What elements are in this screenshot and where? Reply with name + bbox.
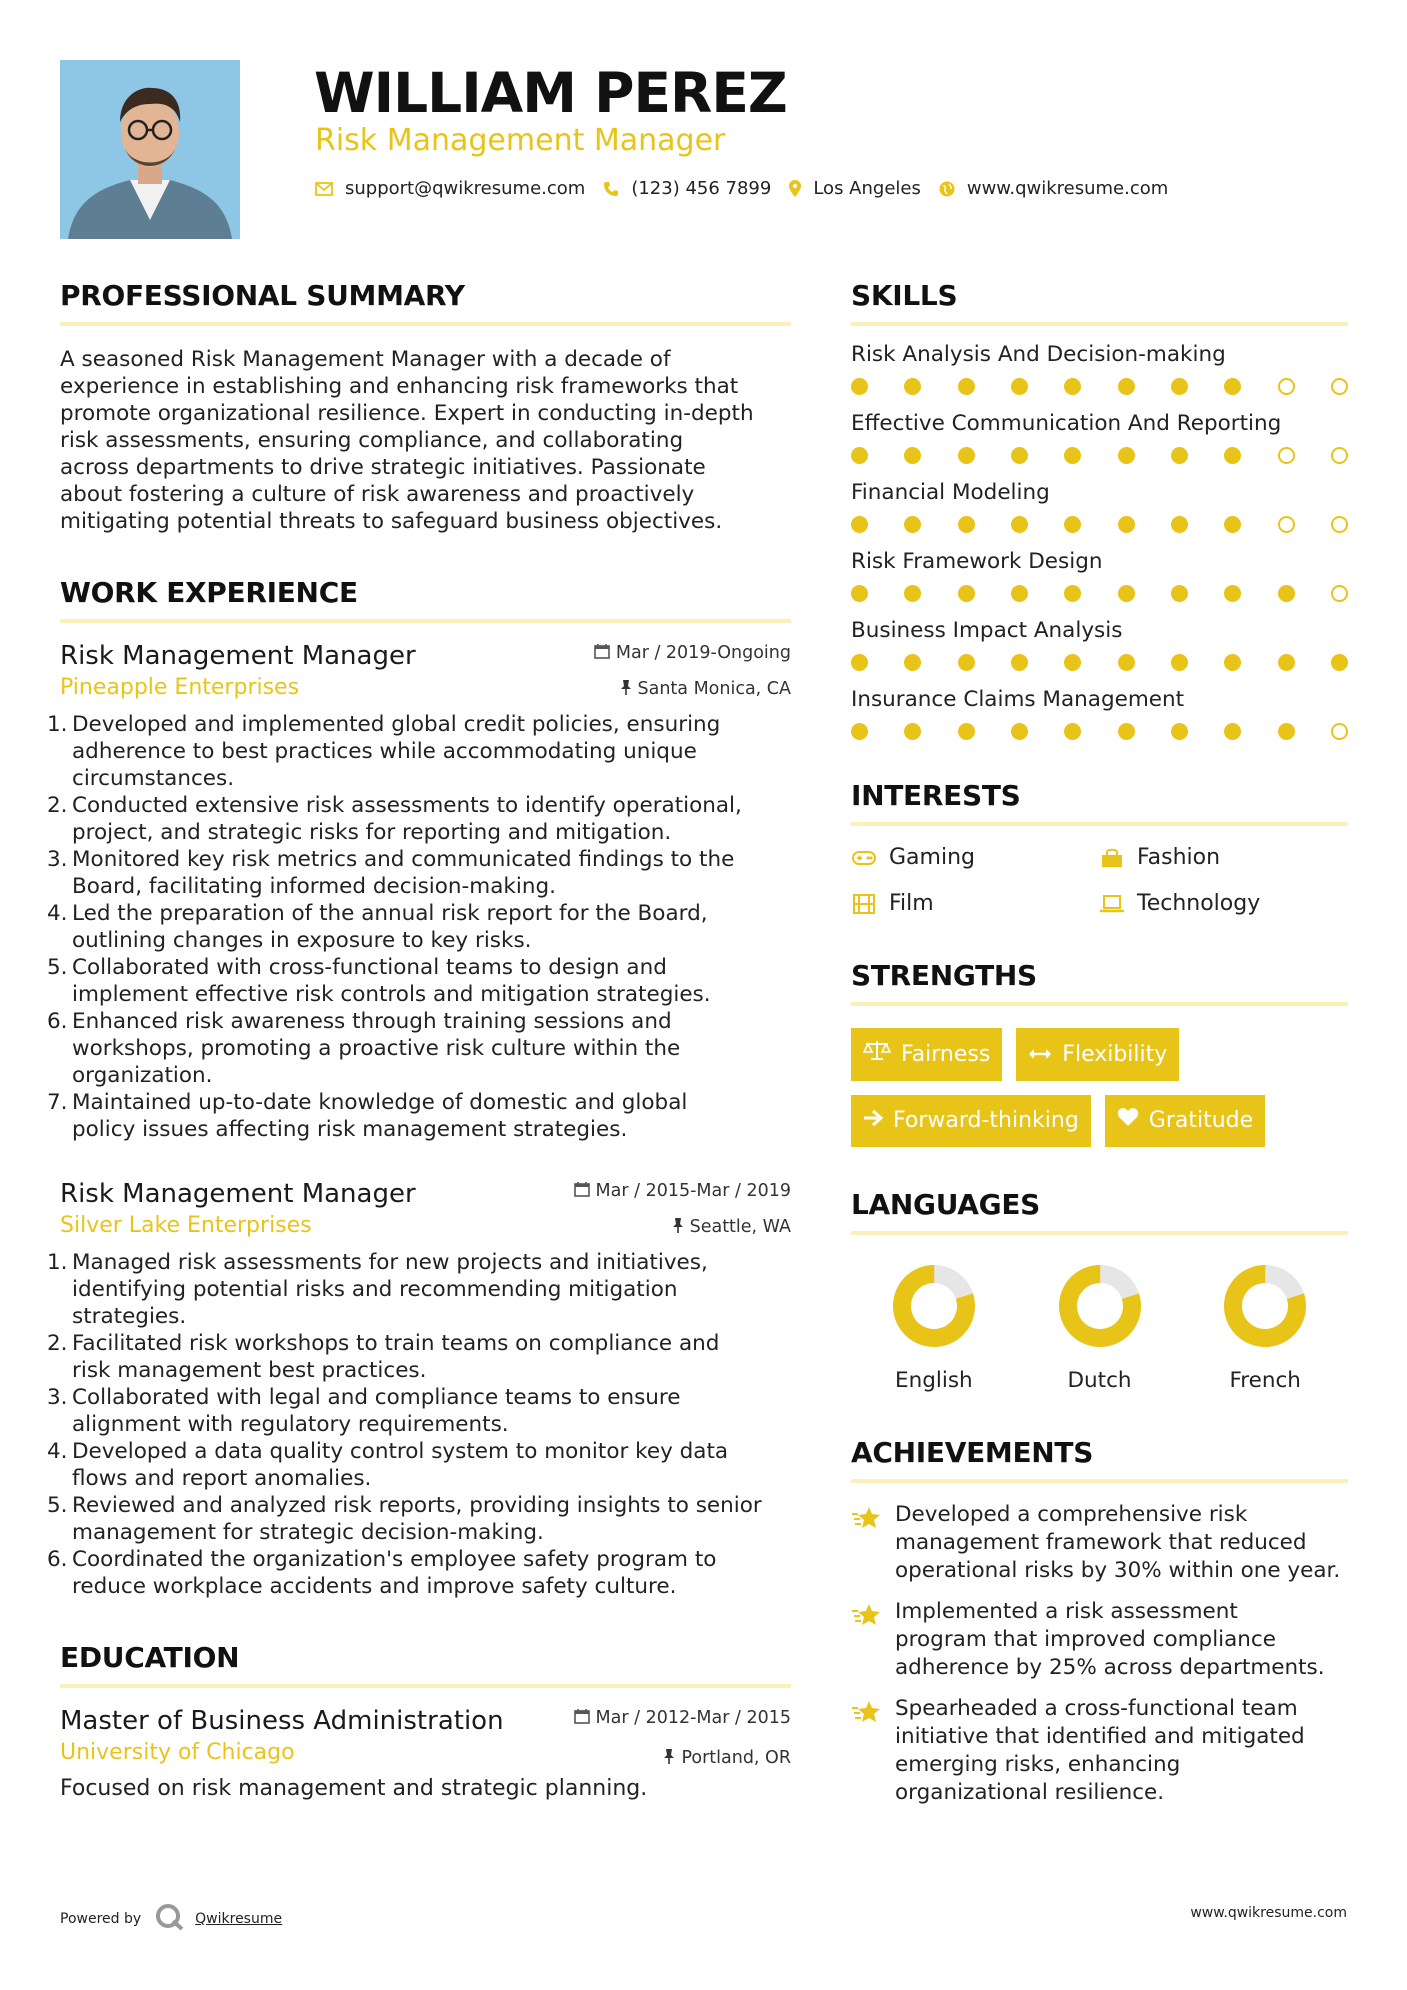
responsibility-line: Board, facilitating informed decision-making. bbox=[72, 874, 556, 899]
rating-dot-filled bbox=[1171, 654, 1188, 671]
achievements-section bbox=[851, 1435, 1348, 1807]
responsibility-item bbox=[47, 711, 791, 792]
summary-line: promote organizational resilience. Expert in conducting in-depth bbox=[60, 401, 754, 426]
item-number: 6. bbox=[47, 1009, 68, 1034]
skill-name: Effective Communication And Reporting bbox=[851, 411, 1282, 436]
rating-dot-filled bbox=[1171, 378, 1188, 395]
summary-line: risk assessments, ensuring compliance, and collaborating bbox=[60, 428, 684, 453]
rating-dot-filled bbox=[904, 378, 921, 395]
rating-dot-filled bbox=[1224, 516, 1241, 533]
arrows-horizontal-icon bbox=[1028, 1040, 1052, 1070]
right-column bbox=[851, 278, 1348, 1820]
email-text: support@qwikresume.com bbox=[345, 178, 586, 199]
rating-dot-filled bbox=[1331, 654, 1348, 671]
qwikresume-logo-icon bbox=[155, 1903, 185, 1935]
rating-dot-filled bbox=[1224, 723, 1241, 740]
achievement-text bbox=[895, 1695, 1305, 1807]
rating-dot-filled bbox=[1278, 654, 1295, 671]
responsibility-line: Developed a data quality control system to monitor key data bbox=[72, 1439, 729, 1464]
responsibility-item bbox=[47, 792, 791, 846]
job-dates-text: Mar / 2015-Mar / 2019 bbox=[595, 1181, 791, 1201]
achievement-list bbox=[851, 1501, 1348, 1807]
calendar-icon bbox=[574, 1181, 590, 1201]
rating-dot-filled bbox=[1278, 585, 1295, 602]
language-item bbox=[1017, 1263, 1183, 1395]
responsibility-line: Facilitated risk workshops to train teams on compliance and bbox=[72, 1331, 720, 1356]
rating-dot-empty bbox=[1331, 447, 1348, 464]
job-entry bbox=[47, 639, 791, 1143]
summary-line: across departments to drive strategic initiatives. Passionate bbox=[60, 455, 706, 480]
achievement-item bbox=[851, 1598, 1348, 1682]
section-divider bbox=[851, 322, 1348, 326]
interest-label: Fashion bbox=[1137, 845, 1221, 870]
responsibility-line: organization. bbox=[72, 1063, 213, 1088]
skill-name: Risk Analysis And Decision-making bbox=[851, 342, 1226, 367]
item-number: 1. bbox=[47, 712, 68, 737]
item-number: 5. bbox=[47, 955, 68, 980]
rating-dot-filled bbox=[904, 654, 921, 671]
rating-dot-filled bbox=[1011, 516, 1028, 533]
powered-by-text: Powered by bbox=[60, 1911, 142, 1927]
candidate-job-title: Risk Management Manager bbox=[315, 123, 726, 158]
rating-dot-filled bbox=[851, 378, 868, 395]
globe-icon bbox=[939, 181, 955, 197]
degree-title: Master of Business Administration bbox=[60, 1706, 504, 1736]
rating-dot-filled bbox=[851, 585, 868, 602]
language-item bbox=[1182, 1263, 1348, 1395]
responsibility-item bbox=[47, 1438, 791, 1492]
strength-label: Forward-thinking bbox=[893, 1108, 1079, 1133]
responsibility-line: outlining changes in exposure to key risks. bbox=[72, 928, 532, 953]
rating-dot-filled bbox=[1064, 447, 1081, 464]
responsibility-item bbox=[47, 1249, 791, 1330]
responsibility-item bbox=[47, 1384, 791, 1438]
star-icon bbox=[851, 1695, 895, 1807]
job-location-text: Santa Monica, CA bbox=[637, 679, 791, 699]
language-item bbox=[851, 1263, 1017, 1395]
responsibility-line: adherence to best practices while accommodating unique bbox=[72, 739, 697, 764]
website-text: www.qwikresume.com bbox=[966, 178, 1169, 199]
star-icon bbox=[851, 1598, 895, 1682]
summary-line: mitigating potential threats to safeguard business objectives. bbox=[60, 509, 723, 534]
responsibility-line: Managed risk assessments for new projects and initiatives, bbox=[72, 1250, 708, 1275]
rating-dot-filled bbox=[1064, 654, 1081, 671]
responsibility-item bbox=[47, 1089, 791, 1143]
section-title-achievements: ACHIEVEMENTS bbox=[851, 1436, 1094, 1469]
responsibility-line: management for strategic decision-making. bbox=[72, 1520, 544, 1545]
responsibility-line: Led the preparation of the annual risk report for the Board, bbox=[72, 901, 708, 926]
rating-dot-filled bbox=[1064, 516, 1081, 533]
skill-item bbox=[851, 340, 1348, 395]
skill-item bbox=[851, 685, 1348, 740]
item-number: 2. bbox=[47, 1331, 68, 1356]
responsibility-line: Developed and implemented global credit policies, ensuring bbox=[72, 712, 721, 737]
language-proficiency-ring bbox=[1057, 1263, 1143, 1349]
strength-label: Fairness bbox=[901, 1041, 991, 1067]
summary-line: A seasoned Risk Management Manager with a decade of bbox=[60, 347, 671, 372]
item-number: 1. bbox=[47, 1250, 68, 1275]
contact-website[interactable] bbox=[939, 178, 1168, 199]
responsibility-line: Monitored key risk metrics and communicated findings to the bbox=[72, 847, 735, 872]
responsibility-line: Coordinated the organization's employee safety program to bbox=[72, 1547, 717, 1572]
company-name: Silver Lake Enterprises bbox=[60, 1213, 312, 1238]
interest-item-technology bbox=[1099, 890, 1347, 918]
rating-dot-filled bbox=[1171, 447, 1188, 464]
responsibility-item bbox=[47, 1008, 791, 1089]
skill-rating bbox=[851, 654, 1348, 671]
item-number: 6. bbox=[47, 1547, 68, 1572]
responsibility-list bbox=[47, 711, 791, 1143]
gamepad-icon bbox=[851, 851, 877, 865]
rating-dot-filled bbox=[1171, 585, 1188, 602]
contact-email[interactable] bbox=[315, 178, 585, 199]
job-title: Risk Management Manager bbox=[60, 1179, 416, 1209]
job-list bbox=[47, 639, 791, 1600]
responsibility-item bbox=[47, 1330, 791, 1384]
achievement-line: Developed a comprehensive risk bbox=[895, 1502, 1248, 1527]
phone-icon bbox=[603, 181, 619, 197]
rating-dot-filled bbox=[1171, 516, 1188, 533]
achievement-text bbox=[895, 1501, 1340, 1585]
responsibility-line: Enhanced risk awareness through training sessions and bbox=[72, 1009, 672, 1034]
summary-line: about fostering a culture of risk awareness and proactively bbox=[60, 482, 695, 507]
skill-rating bbox=[851, 516, 1348, 533]
skill-rating bbox=[851, 585, 1348, 602]
responsibility-line: reduce workplace accidents and improve safety culture. bbox=[72, 1574, 677, 1599]
company-name: Pineapple Enterprises bbox=[60, 675, 300, 700]
interest-item-film bbox=[851, 890, 1099, 918]
rating-dot-filled bbox=[1224, 378, 1241, 395]
summary-section bbox=[60, 278, 791, 535]
heart-icon bbox=[1117, 1106, 1139, 1136]
rating-dot-filled bbox=[958, 723, 975, 740]
skill-item bbox=[851, 547, 1348, 602]
item-number: 2. bbox=[47, 793, 68, 818]
achievement-line: organizational resilience. bbox=[895, 1780, 1165, 1805]
strength-tag-forward-thinking bbox=[851, 1095, 1091, 1147]
rating-dot-filled bbox=[1011, 654, 1028, 671]
experience-section bbox=[47, 575, 791, 1600]
responsibility-line: Collaborated with cross-functional teams to design and bbox=[72, 955, 667, 980]
education-entry bbox=[60, 1704, 791, 1804]
skill-rating bbox=[851, 447, 1348, 464]
responsibility-item bbox=[47, 1492, 791, 1546]
profile-photo bbox=[60, 60, 240, 239]
left-column bbox=[47, 278, 791, 1804]
film-icon bbox=[851, 894, 877, 914]
rating-dot-filled bbox=[904, 723, 921, 740]
strength-tag-gratitude bbox=[1105, 1095, 1265, 1147]
rating-dot-filled bbox=[1224, 585, 1241, 602]
rating-dot-filled bbox=[1278, 723, 1295, 740]
rating-dot-filled bbox=[851, 516, 868, 533]
languages-section bbox=[851, 1187, 1348, 1395]
section-divider bbox=[60, 619, 791, 623]
rating-dot-filled bbox=[1064, 378, 1081, 395]
section-title-education: EDUCATION bbox=[60, 1641, 240, 1674]
responsibility-line: Collaborated with legal and compliance teams to ensure bbox=[72, 1385, 681, 1410]
item-number: 5. bbox=[47, 1493, 68, 1518]
location-text: Los Angeles bbox=[813, 178, 921, 199]
job-location bbox=[620, 679, 792, 699]
arrow-right-icon bbox=[863, 1106, 883, 1136]
item-number: 7. bbox=[47, 1090, 68, 1115]
language-proficiency-ring bbox=[1222, 1263, 1308, 1349]
job-location-text: Seattle, WA bbox=[689, 1217, 791, 1237]
responsibility-line: flows and report anomalies. bbox=[72, 1466, 372, 1491]
rating-dot-filled bbox=[958, 378, 975, 395]
pushpin-icon bbox=[672, 1217, 684, 1237]
language-name: Dutch bbox=[1067, 1368, 1132, 1393]
job-title: Risk Management Manager bbox=[60, 641, 416, 671]
section-divider bbox=[60, 322, 791, 326]
responsibility-line: project, and strategic risks for reporting and mitigation. bbox=[72, 820, 672, 845]
responsibility-line: strategies. bbox=[72, 1304, 187, 1329]
rating-dot-filled bbox=[904, 516, 921, 533]
section-title-strengths: STRENGTHS bbox=[851, 959, 1037, 992]
job-dates bbox=[594, 643, 791, 663]
rating-dot-filled bbox=[958, 585, 975, 602]
rating-dot-filled bbox=[1224, 447, 1241, 464]
section-divider bbox=[851, 1231, 1348, 1235]
skill-name: Risk Framework Design bbox=[851, 549, 1103, 574]
footer-website[interactable]: www.qwikresume.com bbox=[1190, 1905, 1347, 1921]
strengths-section bbox=[851, 958, 1348, 1147]
rating-dot-empty bbox=[1331, 516, 1348, 533]
rating-dot-filled bbox=[1011, 723, 1028, 740]
strength-tag-flexibility bbox=[1016, 1028, 1179, 1081]
rating-dot-filled bbox=[904, 585, 921, 602]
rating-dot-filled bbox=[1011, 378, 1028, 395]
strength-label: Gratitude bbox=[1148, 1108, 1254, 1133]
skill-name: Business Impact Analysis bbox=[851, 618, 1123, 643]
strength-list bbox=[851, 1028, 1348, 1147]
responsibility-item bbox=[47, 954, 791, 1008]
contact-bar bbox=[315, 178, 1186, 199]
language-name: French bbox=[1229, 1368, 1301, 1393]
section-divider bbox=[851, 1479, 1348, 1483]
section-title-languages: LANGUAGES bbox=[851, 1188, 1041, 1221]
achievement-line: operational risks by 30% within one year. bbox=[895, 1558, 1341, 1583]
rating-dot-filled bbox=[1171, 723, 1188, 740]
item-number: 4. bbox=[47, 1439, 68, 1464]
section-title-skills: SKILLS bbox=[851, 279, 958, 312]
achievement-line: Spearheaded a cross-functional team bbox=[895, 1696, 1298, 1721]
rating-dot-filled bbox=[851, 654, 868, 671]
achievement-line: emerging risks, enhancing bbox=[895, 1752, 1181, 1777]
rating-dot-filled bbox=[1064, 723, 1081, 740]
education-dates bbox=[574, 1708, 791, 1728]
responsibility-line: risk management best practices. bbox=[72, 1358, 427, 1383]
section-title-experience: WORK EXPERIENCE bbox=[60, 576, 358, 609]
summary-line: experience in establishing and enhancing risk frameworks that bbox=[60, 374, 739, 399]
education-dates-text: Mar / 2012-Mar / 2015 bbox=[595, 1708, 791, 1728]
achievement-item bbox=[851, 1695, 1348, 1807]
rating-dot-filled bbox=[1118, 378, 1135, 395]
responsibility-line: circumstances. bbox=[72, 766, 235, 791]
candidate-name: WILLIAM PEREZ bbox=[314, 61, 787, 125]
language-proficiency-ring bbox=[891, 1263, 977, 1349]
interest-label: Gaming bbox=[889, 845, 975, 870]
rating-dot-filled bbox=[1224, 654, 1241, 671]
rating-dot-filled bbox=[1118, 723, 1135, 740]
language-name: English bbox=[895, 1368, 973, 1393]
education-location bbox=[663, 1748, 791, 1768]
rating-dot-filled bbox=[851, 447, 868, 464]
skills-section bbox=[851, 278, 1348, 740]
interest-label: Film bbox=[889, 891, 934, 916]
job-dates-text: Mar / 2019-Ongoing bbox=[615, 643, 791, 663]
item-number: 3. bbox=[47, 847, 68, 872]
rating-dot-filled bbox=[904, 447, 921, 464]
rating-dot-empty bbox=[1331, 723, 1348, 740]
item-number: 3. bbox=[47, 1385, 68, 1410]
item-number: 4. bbox=[47, 901, 68, 926]
contact-location bbox=[789, 178, 921, 199]
contact-phone[interactable] bbox=[603, 178, 771, 199]
section-title-summary: PROFESSIONAL SUMMARY bbox=[60, 279, 465, 312]
achievement-item bbox=[851, 1501, 1348, 1585]
shopping-bag-icon bbox=[1099, 848, 1125, 868]
education-description: Focused on risk management and strategic planning. bbox=[60, 1776, 648, 1801]
responsibility-list bbox=[47, 1249, 791, 1600]
strength-label: Flexibility bbox=[1062, 1041, 1168, 1067]
skill-item bbox=[851, 478, 1348, 533]
responsibility-line: identifying potential risks and recommending mitigation bbox=[72, 1277, 678, 1302]
achievement-line: initiative that identified and mitigated bbox=[895, 1724, 1305, 1749]
achievement-line: management framework that reduced bbox=[895, 1530, 1307, 1555]
footer-powered-by bbox=[60, 1903, 282, 1935]
skill-name: Financial Modeling bbox=[851, 480, 1050, 505]
interests-section bbox=[851, 778, 1348, 918]
responsibility-item bbox=[47, 1546, 791, 1600]
pushpin-icon bbox=[663, 1748, 675, 1768]
rating-dot-filled bbox=[1118, 516, 1135, 533]
star-icon bbox=[851, 1501, 895, 1585]
skill-item bbox=[851, 616, 1348, 671]
phone-text: (123) 456 7899 bbox=[631, 178, 772, 199]
skill-name: Insurance Claims Management bbox=[851, 687, 1185, 712]
balance-scale-icon bbox=[863, 1039, 891, 1070]
section-divider bbox=[851, 1002, 1348, 1006]
section-divider bbox=[851, 822, 1348, 826]
interest-item-fashion bbox=[1099, 844, 1347, 872]
rating-dot-filled bbox=[1118, 654, 1135, 671]
rating-dot-filled bbox=[958, 654, 975, 671]
responsibility-line: Maintained up-to-date knowledge of domestic and global bbox=[72, 1090, 688, 1115]
envelope-icon bbox=[315, 182, 333, 196]
rating-dot-empty bbox=[1331, 378, 1348, 395]
rating-dot-filled bbox=[1011, 447, 1028, 464]
responsibility-line: implement effective risk controls and mitigation strategies. bbox=[72, 982, 711, 1007]
achievement-text bbox=[895, 1598, 1325, 1682]
interest-list bbox=[851, 844, 1348, 918]
achievement-line: program that improved compliance bbox=[895, 1627, 1276, 1652]
skill-item bbox=[851, 409, 1348, 464]
responsibility-line: Conducted extensive risk assessments to identify operational, bbox=[72, 793, 742, 818]
rating-dot-filled bbox=[958, 516, 975, 533]
rating-dot-empty bbox=[1278, 447, 1295, 464]
map-marker-icon bbox=[789, 180, 801, 197]
responsibility-line: workshops, promoting a proactive risk culture within the bbox=[72, 1036, 681, 1061]
rating-dot-empty bbox=[1278, 378, 1295, 395]
rating-dot-filled bbox=[1118, 447, 1135, 464]
rating-dot-filled bbox=[1118, 585, 1135, 602]
rating-dot-filled bbox=[1064, 585, 1081, 602]
education-section bbox=[60, 1640, 791, 1804]
qwikresume-link[interactable]: Qwikresume bbox=[195, 1911, 283, 1927]
responsibility-line: policy issues affecting risk management strategies. bbox=[72, 1117, 628, 1142]
interest-label: Technology bbox=[1137, 891, 1261, 916]
language-list bbox=[851, 1263, 1348, 1395]
skill-rating bbox=[851, 378, 1348, 395]
section-title-interests: INTERESTS bbox=[851, 779, 1021, 812]
section-divider bbox=[60, 1684, 791, 1688]
school-name: University of Chicago bbox=[60, 1740, 295, 1765]
responsibility-line: alignment with regulatory requirements. bbox=[72, 1412, 509, 1437]
pushpin-icon bbox=[620, 679, 632, 699]
laptop-icon bbox=[1099, 895, 1125, 913]
achievement-line: Implemented a risk assessment bbox=[895, 1599, 1238, 1624]
responsibility-item bbox=[47, 900, 791, 954]
rating-dot-filled bbox=[851, 723, 868, 740]
skill-list bbox=[851, 340, 1348, 740]
rating-dot-empty bbox=[1331, 585, 1348, 602]
responsibility-line: Reviewed and analyzed risk reports, providing insights to senior bbox=[72, 1493, 762, 1518]
responsibility-item bbox=[47, 846, 791, 900]
skill-rating bbox=[851, 723, 1348, 740]
rating-dot-filled bbox=[958, 447, 975, 464]
achievement-line: adherence by 25% across departments. bbox=[895, 1655, 1325, 1680]
calendar-icon bbox=[574, 1708, 590, 1728]
job-entry bbox=[47, 1177, 791, 1600]
calendar-icon bbox=[594, 643, 610, 663]
strength-tag-fairness bbox=[851, 1028, 1002, 1081]
job-dates bbox=[574, 1181, 791, 1201]
job-location bbox=[672, 1217, 791, 1237]
rating-dot-empty bbox=[1278, 516, 1295, 533]
rating-dot-filled bbox=[1011, 585, 1028, 602]
interest-item-gaming bbox=[851, 844, 1099, 872]
education-location-text: Portland, OR bbox=[681, 1748, 791, 1768]
summary-text bbox=[60, 346, 791, 535]
